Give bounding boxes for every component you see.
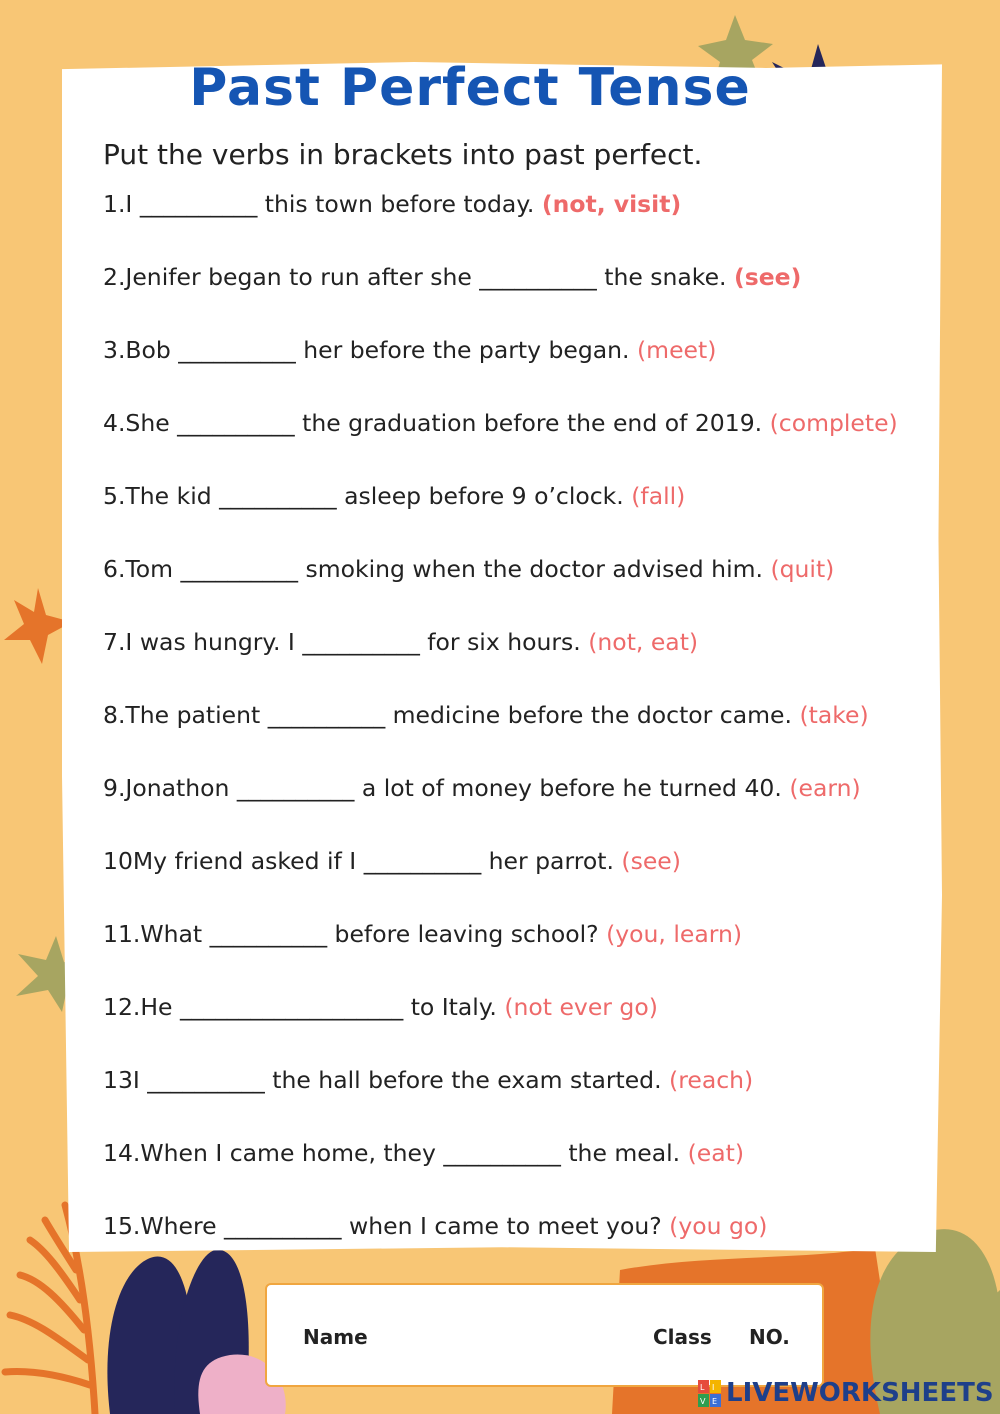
question-hint: (you go) <box>669 1212 768 1240</box>
student-info-bar <box>265 1283 824 1387</box>
question-hint: (fall) <box>631 482 686 510</box>
question-text: 8.The patient __________ medicine before the doctor came. <box>103 701 792 729</box>
question-text: 7.I was hungry. I __________ for six hours. <box>103 628 581 656</box>
question-text: 14.When I came home, they __________ the meal. <box>103 1139 681 1167</box>
question-text: 1.I __________ this town before today. <box>103 190 535 218</box>
question-item <box>103 409 898 437</box>
question-text: 2.Jenifer began to run after she __________ the snake. <box>103 263 727 291</box>
question-hint: (earn) <box>789 774 861 802</box>
question-item <box>103 1139 744 1167</box>
orange-star-icon <box>4 588 72 664</box>
page-title: Past Perfect Tense <box>189 58 751 118</box>
instruction-text: Put the verbs in brackets into past perfect. <box>103 138 703 171</box>
question-item <box>103 555 834 583</box>
question-text: 4.She __________ the graduation before the end of 2019. <box>103 409 763 437</box>
logo-letter: L <box>700 1383 705 1392</box>
question-text: 11.What __________ before leaving school? <box>103 920 599 948</box>
question-hint: (not, eat) <box>588 628 699 656</box>
question-hint: (see) <box>734 263 802 291</box>
question-hint: (not, visit) <box>541 190 682 218</box>
question-hint: (not ever go) <box>504 993 658 1021</box>
question-hint: (you, learn) <box>606 920 743 948</box>
question-text: 6.Tom __________ smoking when the doctor advised him. <box>103 555 763 583</box>
question-item <box>103 263 801 291</box>
question-hint: (take) <box>799 701 869 729</box>
question-text: 13I __________ the hall before the exam started. <box>103 1066 662 1094</box>
question-text: 12.He ___________________ to Italy. <box>103 993 497 1021</box>
question-text: 15.Where __________ when I came to meet you? <box>103 1212 662 1240</box>
question-text: 3.Bob __________ her before the party began. <box>103 336 630 364</box>
question-item <box>103 993 658 1021</box>
question-item <box>103 190 681 218</box>
question-hint: (reach) <box>669 1066 754 1094</box>
question-hint: (meet) <box>637 336 717 364</box>
question-item <box>103 336 716 364</box>
logo-letter: E <box>712 1397 718 1406</box>
liveworksheets-logo-icon <box>698 1380 722 1408</box>
question-hint: (quit) <box>770 555 835 583</box>
question-item <box>103 920 742 948</box>
question-item <box>103 1212 767 1240</box>
name-label: Name <box>303 1325 368 1349</box>
logo-letter: V <box>700 1397 706 1406</box>
class-label: Class <box>653 1325 712 1349</box>
question-item <box>103 701 869 729</box>
question-hint: (complete) <box>769 409 898 437</box>
question-item <box>103 847 681 875</box>
question-hint: (eat) <box>687 1139 745 1167</box>
no-label: NO. <box>749 1325 790 1349</box>
brand-watermark[interactable]: LIVEWORKSHEETS <box>726 1378 994 1408</box>
logo-letter: I <box>712 1383 715 1392</box>
question-hint: (see) <box>621 847 681 875</box>
question-text: 9.Jonathon __________ a lot of money before he turned 40. <box>103 774 782 802</box>
question-item <box>103 628 698 656</box>
question-item <box>103 774 861 802</box>
question-text: 10My friend asked if I __________ her parrot. <box>103 847 614 875</box>
question-text: 5.The kid __________ asleep before 9 o’clock. <box>103 482 624 510</box>
question-item <box>103 1066 753 1094</box>
question-item <box>103 482 685 510</box>
